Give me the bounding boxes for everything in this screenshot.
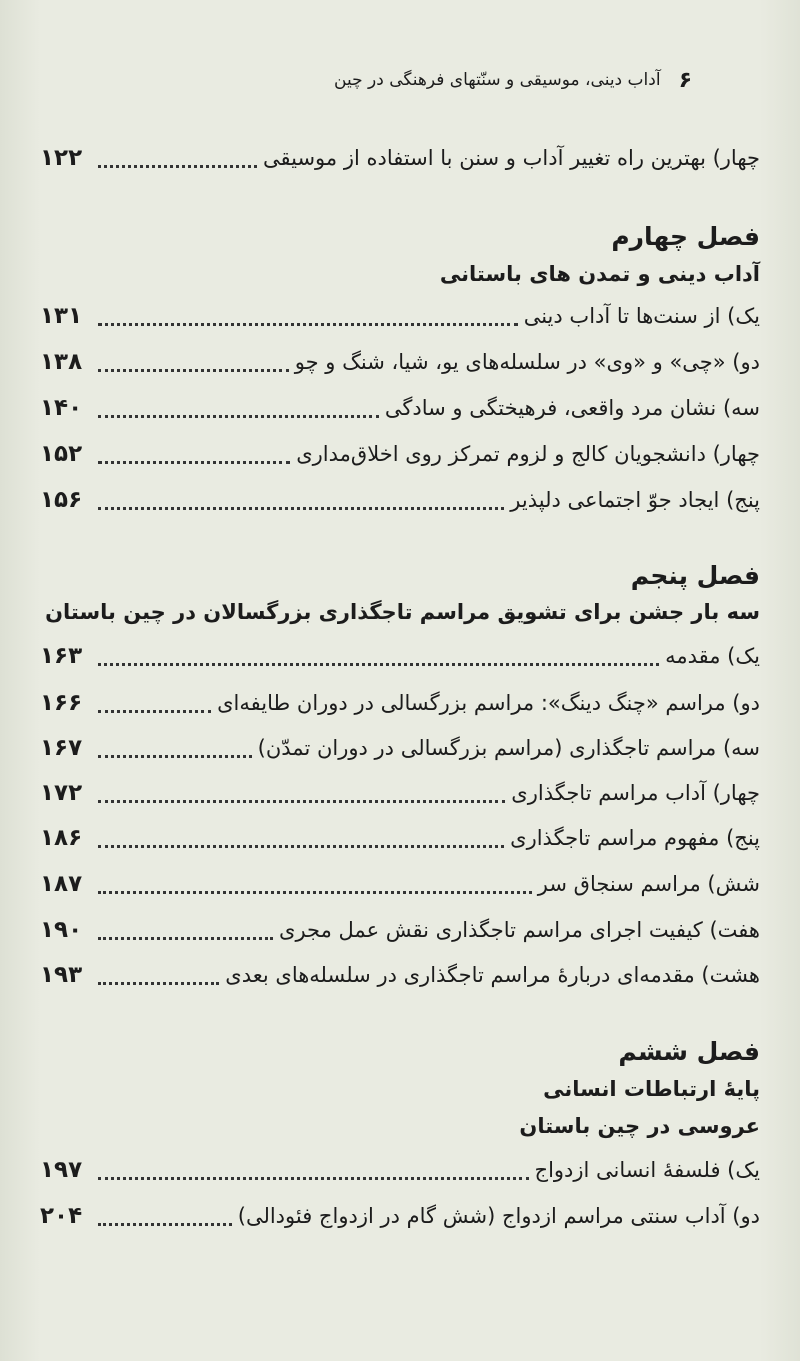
toc-entry <box>40 636 760 676</box>
toc-entry-title: یک) فلسفهٔ انسانی ازدواج <box>534 1158 760 1182</box>
page-number: ۶ <box>678 67 692 93</box>
toc-entry-page: ۱۹۷ <box>40 1157 83 1183</box>
toc-entry <box>40 1150 760 1190</box>
toc-entry-page: ۱۳۱ <box>40 303 83 329</box>
toc-entry-title: دو) آداب سنتی مراسم ازدواج (شش گام در ازدواج فئودالی) <box>237 1204 760 1228</box>
toc-entry <box>40 296 760 336</box>
dot-leader <box>98 751 252 758</box>
toc-entry-page: ۱۷۲ <box>40 780 83 806</box>
toc-entry-page: ۱۲۲ <box>40 145 83 171</box>
toc-entry <box>40 1196 760 1236</box>
toc-entry <box>40 342 760 382</box>
toc-entry-title: دو) «چی» و «وی» در سلسله‌های یو، شیا، شنگ و چو <box>294 350 760 374</box>
toc-entry-page: ۱۸۶ <box>40 825 83 851</box>
toc-entry-title: پنج) ایجاد جوّ اجتماعی دلپذیر <box>510 488 760 512</box>
toc-entry-page: ۱۸۷ <box>40 871 83 897</box>
toc-entry <box>40 434 760 474</box>
dot-leader <box>98 411 379 418</box>
toc-entry <box>40 388 760 428</box>
toc-entry-title: پنج) مفهوم مراسم تاجگذاری <box>510 826 760 850</box>
dot-leader <box>98 1173 529 1180</box>
toc-entry-page: ۱۹۳ <box>40 962 83 988</box>
chapter-heading: فصل پنجم <box>630 561 760 590</box>
toc-entry <box>40 864 760 904</box>
toc-entry-title: چهار) بهترین راه تغییر آداب و سنن با استفاده از موسیقی <box>262 146 760 170</box>
dot-leader <box>98 796 505 803</box>
dot-leader <box>98 365 289 372</box>
running-title: آداب دینی، موسیقی و سنّتهای فرهنگی در چین <box>334 70 661 90</box>
toc-entry-page: ۱۶۷ <box>40 735 83 761</box>
toc-entry-page: ۱۴۰ <box>40 395 83 421</box>
page-header <box>132 58 692 102</box>
toc-entry <box>40 480 760 520</box>
toc-entry-title: چهار) آداب مراسم تاجگذاری <box>511 781 760 805</box>
chapter-subtitle: آداب دینی و تمدن های باستانی <box>439 262 760 286</box>
dot-leader <box>98 887 532 894</box>
toc-entry-title: سه) نشان مرد واقعی، فرهیختگی و سادگی <box>384 396 760 420</box>
dot-leader <box>98 841 504 848</box>
dot-leader <box>98 457 290 464</box>
toc-entry-page: ۱۵۶ <box>40 487 83 513</box>
chapter-subtitle: سه بار جشن برای تشویق مراسم تاجگذاری بزرگسالان در چین باستان <box>45 600 760 624</box>
dot-leader <box>98 1219 232 1226</box>
toc-entry-page: ۲۰۴ <box>40 1203 83 1229</box>
toc-entry-page: ۱۵۲ <box>40 441 83 467</box>
chapter-heading: فصل ششم <box>618 1037 760 1066</box>
toc-entry-page: ۱۹۰ <box>40 917 83 943</box>
toc-entry <box>40 955 760 995</box>
chapter-heading: فصل چهارم <box>611 222 760 251</box>
toc-entry-title: هفت) کیفیت اجرای مراسم تاجگذاری نقش عمل مجری <box>279 918 760 942</box>
toc-entry-page: ۱۶۶ <box>40 690 83 716</box>
dot-leader <box>98 503 504 510</box>
toc-entry <box>40 773 760 813</box>
toc-entry-title: یک) از سنت‌ها تا آداب دینی <box>523 304 760 328</box>
toc-entry <box>40 728 760 768</box>
toc-entry <box>40 910 760 950</box>
dot-leader <box>98 933 273 940</box>
dot-leader <box>98 659 659 666</box>
toc-entry-title: دو) مراسم «چنگ دینگ»: مراسم بزرگسالی در دوران طایفه‌ای <box>217 691 760 715</box>
dot-leader <box>98 319 518 326</box>
toc-entry <box>40 818 760 858</box>
toc-entry-page: ۱۳۸ <box>40 349 83 375</box>
toc-entry-page: ۱۶۳ <box>40 643 83 669</box>
toc-entry-title: چهار) دانشجویان کالج و لزوم تمرکز روی اخلاق‌مداری <box>296 442 760 466</box>
dot-leader <box>98 706 211 713</box>
toc-entry-title: سه) مراسم تاجگذاری (مراسم بزرگسالی در دوران تمدّن) <box>257 736 760 760</box>
toc-entry-title: شش) مراسم سنجاق سر <box>537 872 760 896</box>
chapter-subtitle: عروسی در چین باستان <box>519 1114 760 1138</box>
toc-entry-title: یک) مقدمه <box>665 644 760 668</box>
chapter-subtitle: پایهٔ ارتباطات انسانی <box>543 1077 760 1101</box>
toc-entry <box>40 683 760 723</box>
dot-leader <box>98 978 219 985</box>
toc-entry-title: هشت) مقدمه‌ای دربارهٔ مراسم تاجگذاری در سلسله‌های بعدی <box>225 963 760 987</box>
dot-leader <box>98 161 257 168</box>
toc-entry <box>40 138 760 178</box>
